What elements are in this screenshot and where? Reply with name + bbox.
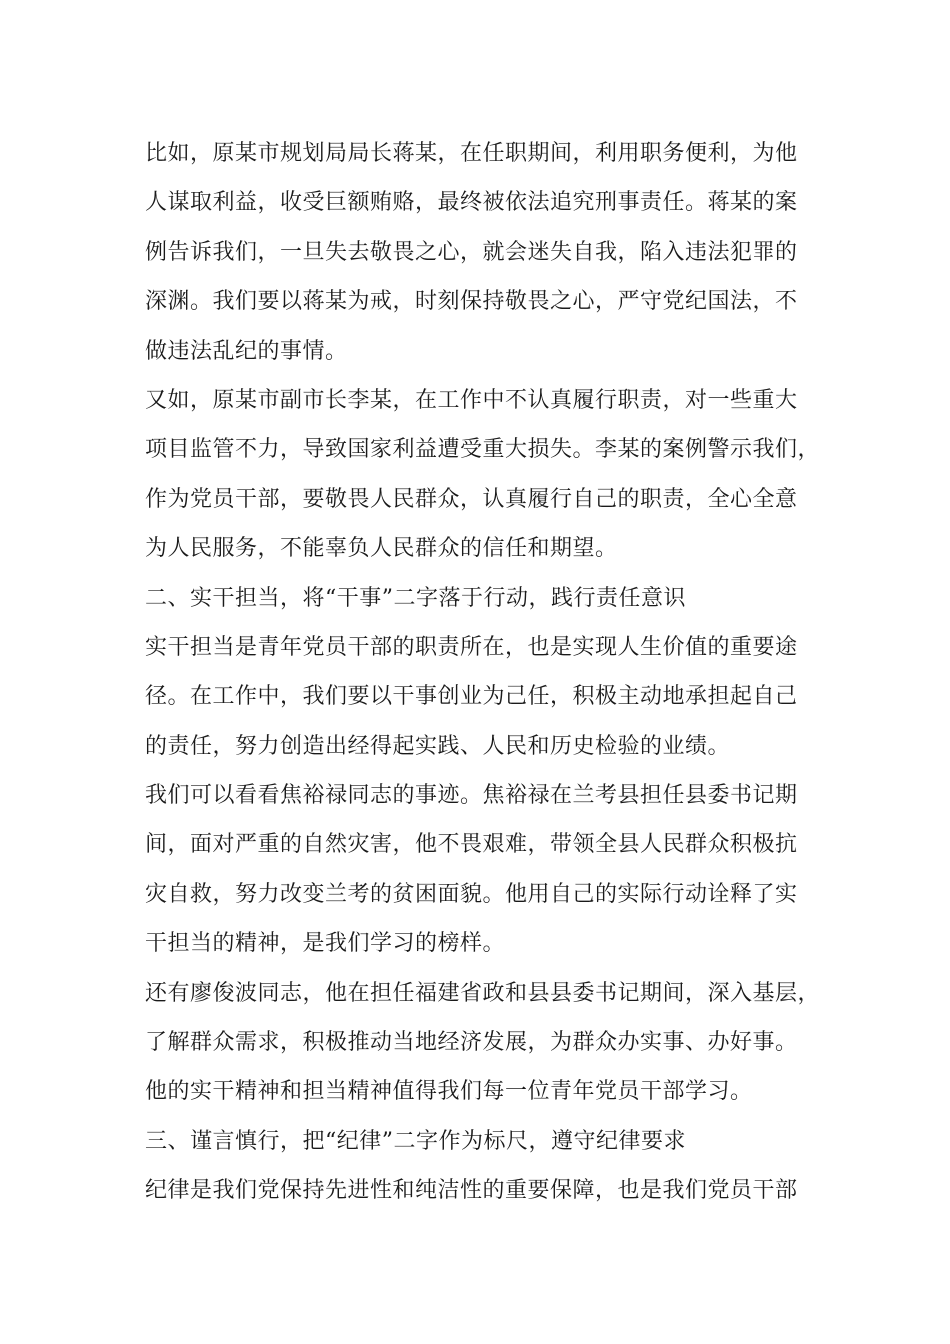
text-line: 间，面对严重的自然灾害，他不畏艰难，带领全县人民群众积极抗	[145, 832, 798, 858]
text-line: 实干担当是青年党员干部的职责所在，也是实现人生价值的重要途	[145, 634, 798, 660]
text-line: 做违法乱纪的事情。	[145, 338, 348, 364]
text-line: 为人民服务，不能辜负人民群众的信任和期望。	[145, 536, 618, 562]
text-line: 例告诉我们，一旦失去敬畏之心，就会迷失自我，陷入违法犯罪的	[145, 239, 798, 265]
document-body	[145, 129, 821, 1216]
section-heading: 二、实干担当，将“干事”二字落于行动，践行责任意识	[145, 585, 686, 611]
text-line: 还有廖俊波同志，他在担任福建省政和县县委书记期间，深入基层，	[145, 980, 821, 1006]
text-line: 了解群众需求，积极推动当地经济发展，为群众办实事、办好事。	[145, 1030, 798, 1056]
text-line: 项目监管不力，导致国家利益遭受重大损失。李某的案例警示我们，	[145, 437, 821, 463]
text-line: 干担当的精神，是我们学习的榜样。	[145, 931, 506, 957]
text-line: 他的实干精神和担当精神值得我们每一位青年党员干部学习。	[145, 1079, 753, 1105]
text-line: 深渊。我们要以蒋某为戒，时刻保持敬畏之心，严守党纪国法，不	[145, 289, 798, 315]
text-line: 纪律是我们党保持先进性和纯洁性的重要保障，也是我们党员干部	[145, 1178, 798, 1204]
text-line: 我们可以看看焦裕禄同志的事迹。焦裕禄在兰考县担任县委书记期	[145, 783, 798, 809]
text-line: 人谋取利益，收受巨额贿赂，最终被依法追究刑事责任。蒋某的案	[145, 190, 798, 216]
text-line: 又如，原某市副市长李某，在工作中不认真履行职责，对一些重大	[145, 387, 798, 413]
text-line: 作为党员干部，要敬畏人民群众，认真履行自己的职责，全心全意	[145, 486, 798, 512]
text-line: 比如，原某市规划局局长蒋某，在任职期间，利用职务便利，为他	[145, 141, 798, 166]
section-heading: 三、谨言慎行，把“纪律”二字作为标尺，遵守纪律要求	[145, 1128, 686, 1154]
text-line: 灾自救，努力改变兰考的贫困面貌。他用自己的实际行动诠释了实	[145, 881, 798, 907]
text-line: 径。在工作中，我们要以干事创业为己任，积极主动地承担起自己	[145, 684, 798, 710]
text-line: 的责任，努力创造出经得起实践、人民和历史检验的业绩。	[145, 733, 731, 759]
